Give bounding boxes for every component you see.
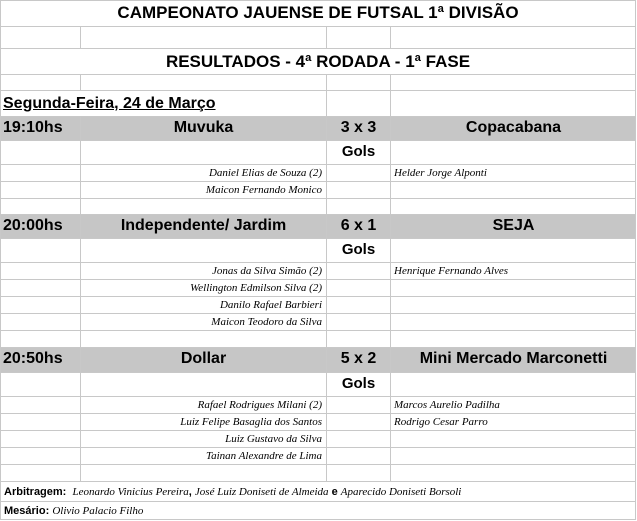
home-scorer: Daniel Elias de Souza (2) [80,165,326,181]
away-team: Mini Mercado Marconetti [390,348,636,372]
away-scorer: Marcos Aurelio Padilha [390,397,636,413]
scorer-row [0,396,636,413]
blank-row [0,26,636,48]
referee-name: José Luiz Doniseti de Almeida [194,486,329,498]
mesario-name: Olivio Palacio Filho [52,505,144,517]
away-scorer: Henrique Fernando Alves [390,263,636,279]
home-scorer: Danilo Rafael Barbieri [80,297,326,313]
match-time: 20:50hs [3,350,63,367]
away-scorer: Rodrigo Cesar Parro [390,414,636,430]
match-time: 19:10hs [3,119,63,136]
subtitle-row [0,48,636,74]
home-scorer: Jonas da Silva Simão (2) [80,263,326,279]
day-label: Segunda-Feira, 24 de Março [3,95,216,112]
scorer-row [0,313,636,330]
referee-name: Leonardo Vinicius Pereira [72,486,189,498]
home-team: Independente/ Jardim [80,215,326,238]
arbitragem-label: Arbitragem: [4,486,67,498]
championship-title: CAMPEONATO JAUENSE DE FUTSAL 1ª DIVISÃO [117,3,519,22]
away-scorer: Helder Jorge Alponti [390,165,636,181]
scorer-row [0,413,636,430]
gols-row [0,372,636,396]
home-team: Dollar [80,348,326,372]
mesario-label: Mesário: [4,505,50,517]
match-time: 20:00hs [3,217,63,234]
scorer-row [0,296,636,313]
mesario-row [0,501,636,520]
home-scorer: Maicon Teodoro da Silva [80,314,326,330]
match-header-row [0,214,636,238]
gols-label: Gols [326,373,390,396]
referee-name: Aparecido Doniseti Borsoli [340,486,462,498]
gols-row [0,140,636,164]
day-row [0,90,636,116]
home-team: Muvuka [80,117,326,140]
referees-row [0,481,636,501]
away-team: Copacabana [390,117,636,140]
gols-row [0,238,636,262]
blank-row [0,464,636,481]
away-team: SEJA [390,215,636,238]
mesario-line [0,502,636,520]
match-score: 3 x 3 [326,117,390,140]
round-subtitle: RESULTADOS - 4ª RODADA - 1ª FASE [165,52,471,71]
home-scorer: Maicon Fernando Monico [80,182,326,198]
home-scorer: Luiz Felipe Basaglia dos Santos [80,414,326,430]
gols-label: Gols [326,239,390,262]
match-score: 5 x 2 [326,348,390,372]
match-header-row [0,116,636,140]
blank-row [0,74,636,90]
title-row [0,0,636,26]
separator-comma: , [188,486,192,498]
scorer-row [0,262,636,279]
referees-line [0,482,636,501]
gols-label: Gols [326,141,390,164]
scorer-row [0,164,636,181]
home-scorer: Tainan Alexandre de Lima [80,448,326,464]
home-scorer: Rafael Rodrigues Milani (2) [80,397,326,413]
scorer-row [0,447,636,464]
match-score: 6 x 1 [326,215,390,238]
blank-row [0,330,636,347]
match-header-row [0,347,636,372]
scorer-row [0,181,636,198]
scorer-row [0,279,636,296]
separator-e: e [331,486,338,498]
blank-row [0,198,636,214]
home-scorer: Wellington Edmilson Silva (2) [80,280,326,296]
home-scorer: Luiz Gustavo da Silva [80,431,326,447]
scorer-row [0,430,636,447]
